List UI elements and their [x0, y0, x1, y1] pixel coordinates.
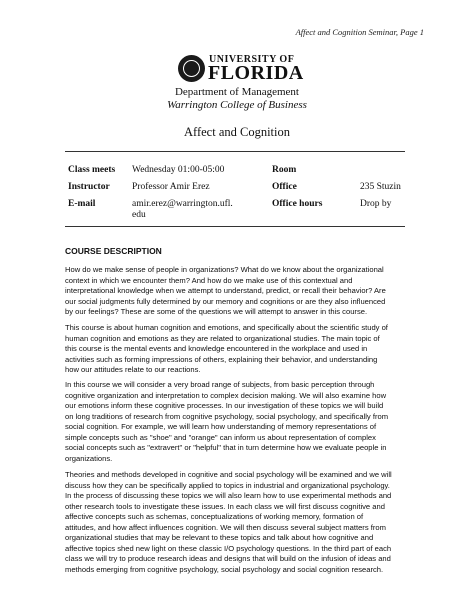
class-meets-label: Class meets [68, 165, 116, 175]
paragraph-line: cognitive organization and interpretation to complex decision making. We will also examine how [65, 390, 387, 400]
course-title: Affect and Cognition [184, 125, 290, 139]
paragraph-line: interpretational knowledge when we attempt to understand, predict, or recall their behavior? Are [65, 286, 386, 295]
paragraph-line: affective concepts such as schemas, conceptualizations of working memory, formation of [65, 512, 364, 521]
paragraph-line: discuss how they can be specifically applied to topics in industrial and organizational psychology. [65, 480, 390, 490]
class-meets-value: Wednesday 01:00-05:00 [132, 165, 225, 175]
department-name: Department of Management [174, 86, 299, 98]
email-value-line-2[interactable]: edu [132, 210, 146, 220]
section-title: COURSE DESCRIPTION [65, 246, 162, 256]
paragraph-line: our emotions inform these cognitive processes. In our investigation of these topics we will build [65, 401, 384, 410]
paragraph-line: In the process of discussing these topics we will also learn how to use experimental methods and [65, 491, 392, 500]
paragraph-line: by our feelings? These are some of the questions we will attempt to answer in this course. [65, 307, 368, 316]
logo-line-1: UNIVERSITY OF [209, 54, 295, 65]
paragraph [65, 265, 410, 318]
office-hours-label: Office hours [272, 199, 323, 209]
university-seal-icon [178, 55, 205, 82]
paragraph-line: context in which we encounter them? And how do we make use of this contextual and [65, 275, 353, 285]
paragraph-line: our social judgments fully determined by our memory and cognitions or are they also influenced [65, 296, 386, 306]
paragraph-line: other research tools to investigate these issues. In each class we will first discuss cognitive and [65, 501, 385, 511]
paragraph-line: organizations. [65, 453, 113, 463]
info-bottom-rule [65, 226, 405, 227]
office-value: 235 Stuzin [360, 182, 401, 192]
paragraph-line: activities such as forming impressions of others, explaining their behavior, and understanding [65, 354, 378, 364]
paragraph [65, 380, 410, 464]
college-name: Warrington College of Business [167, 99, 307, 111]
paragraph-line: social cognition. For example, we will learn how understanding of memory representations of [65, 422, 377, 431]
paragraph-line: methods emerging from cognitive psychology, social psychology and social cognition research. [65, 564, 384, 574]
paragraph-line: class we will try to produce research ideas and designs that will build on the infusion of ideas and [65, 554, 391, 563]
paragraph-line: this course is the mental events and knowledge encountered in the workplace and used in [65, 344, 368, 353]
email-label: E-mail [68, 199, 96, 209]
office-hours-value: Drop by [360, 199, 392, 209]
info-top-rule [65, 151, 405, 152]
paragraph-line: Theories and methods developed in cognitive and social psychology will be examined and we will [65, 470, 392, 479]
paragraph-line: In this course we will consider a very broad range of subjects, from basic perception through [65, 380, 375, 389]
paragraph-line: social concepts such as "extravert" or "helpful" that in turn determine how we evaluate people in [65, 443, 387, 452]
paragraph-line: organizational studies that may be relevant to these topics and talk about how cognitive and [65, 533, 374, 542]
paragraph-line: This course is about human cognition and emotions, and specifically about the scientific study of [65, 323, 388, 332]
paragraph-line: how our attitudes relate to our reactions. [65, 365, 201, 374]
paragraph [65, 323, 410, 376]
paragraph-line: attitudes, and how affect influences cognition. We will then discuss several subject matters from [65, 522, 386, 532]
instructor-value: Professor Amir Erez [132, 182, 210, 192]
paragraph-line: human cognition and emotions as they are related to organizational studies. The main topic of [65, 333, 380, 343]
paragraph-line: How do we make sense of people in organizations? What do we know about the organizational [65, 265, 384, 274]
instructor-label: Instructor [68, 182, 110, 192]
paragraph-line: affective topics shed new light on these classic I/O psychology questions. In the third part of each [65, 543, 392, 553]
university-logo [178, 54, 304, 84]
office-label: Office [272, 182, 297, 192]
logo-line-2: FLORIDA [208, 62, 304, 84]
room-label: Room [272, 165, 297, 175]
running-header: Affect and Cognition Seminar, Page 1 [295, 27, 424, 37]
paragraph [65, 470, 410, 575]
paragraph-line: simple concepts such as "shoe" and "orange" can inform us about representation of complex [65, 432, 376, 442]
paragraph-line: on long traditions of research from cognitive psychology, social psychology, and specifically from [65, 411, 389, 421]
email-value-line-1[interactable]: amir.erez@warrington.ufl. [132, 199, 233, 209]
